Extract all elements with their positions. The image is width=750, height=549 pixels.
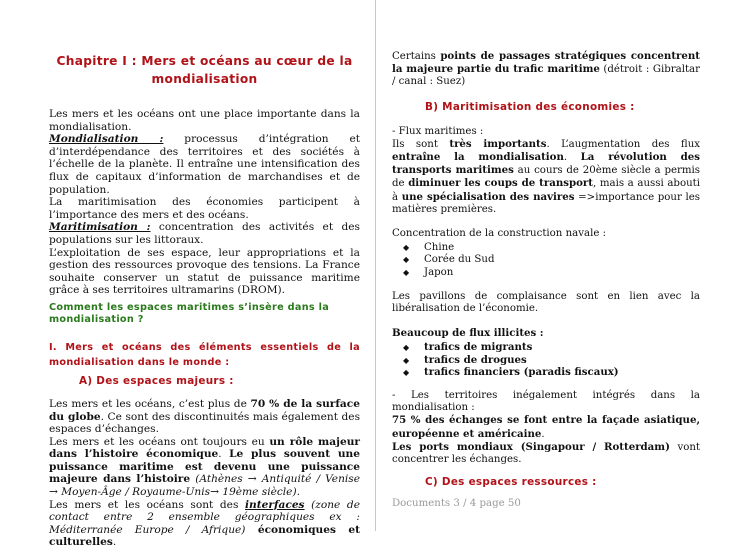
territoires-block xyxy=(392,390,700,466)
text-span: Ils sont xyxy=(392,138,450,150)
text-span: . xyxy=(296,486,300,499)
italic-span: (Athènes → Antiquité / Venise → Moyen-Âge / Royaume-Unis→ 19ème siècle) xyxy=(49,473,360,499)
highlight-span: entraîne la mondialisation xyxy=(392,151,564,164)
text-span: . xyxy=(563,152,581,164)
part1-title: I. Mers et océans des éléments essentiels de la mondialisation dans le monde : xyxy=(49,341,360,368)
definition-mondialisation xyxy=(49,133,360,196)
definition-term: interfaces xyxy=(245,498,305,511)
naval-heading: Concentration de la construction navale : xyxy=(392,228,607,240)
highlight-span: 70 % de la surface du globe xyxy=(49,397,360,423)
ports-paragraph xyxy=(392,441,700,466)
territoires-paragraph xyxy=(392,414,700,440)
list-item: ◆ Japon xyxy=(392,267,700,279)
definition-text: processus d’intégration et d’interdépendance des territoires et des sociétés à l’échelle de la planète. Il entraîne une intensification des flux de capitaux d’information de marchandises et de population. xyxy=(49,133,360,196)
highlight-span: points de passages stratégiques concentrent la majeure partie du trafic maritime xyxy=(392,50,700,76)
flux-block xyxy=(392,126,700,216)
left-column xyxy=(49,0,360,549)
section-c-title: C) Des espaces ressources : xyxy=(425,476,597,489)
flux-paragraph xyxy=(392,138,700,216)
exploitation-paragraph: L’exploitation de ses espace, leur appropriations et la gestion des ressources provoque des tensions. La France souhaite conserver un statut de puissance maritime grâce à ses territoires ultramarins (DROM). xyxy=(49,246,360,297)
highlight-span: un rôle majeur dans l’histoire économique xyxy=(49,435,360,461)
intro-block xyxy=(49,108,360,297)
definition-text: concentration des activités et des populations sur les littoraux. xyxy=(49,221,360,246)
list-item: ◆ Corée du Sud xyxy=(392,254,700,266)
definition-term: Mondialisation : xyxy=(49,133,164,146)
problematic-question: Comment les espaces maritimes s’insère dans la mondialisation ? xyxy=(49,301,330,325)
illicit-heading: Beaucoup de flux illicites : xyxy=(392,327,544,340)
maritimisation-paragraph: La maritimisation des économies participent à l’importance des mers et des océans. xyxy=(49,196,360,221)
italic-span: (zone de contact entre 2 ensemble géographiques ex : Méditerranée Europe / Afrique) xyxy=(49,498,360,536)
chapter-title xyxy=(49,52,360,88)
chapter-title-line2: mondialisation xyxy=(151,72,258,86)
pavillons-paragraph: Les pavillons de complaisance sont en lien avec la libéralisation de l’économie. xyxy=(392,290,700,315)
highlight-span: économiques et culturelles xyxy=(49,523,360,549)
section-a-paragraph-1 xyxy=(49,398,360,436)
text-span: . L’augmentation des flux xyxy=(546,138,700,150)
right-column xyxy=(392,0,700,510)
naval-list xyxy=(392,242,700,279)
column-divider xyxy=(375,0,376,531)
text-span: Les mers et les océans sont des xyxy=(49,498,245,511)
definition-maritimisation xyxy=(49,221,360,246)
illicit-list xyxy=(392,341,700,378)
text-span: =>importance pour les matières premières. xyxy=(392,191,701,215)
highlight-span: Les ports mondiaux (Singapour / Rotterdam) xyxy=(392,440,670,453)
section-a-paragraph-2 xyxy=(49,436,360,499)
intro-paragraph: Les mers et les océans ont une place importante dans la mondialisation. xyxy=(49,108,360,133)
text-span: . xyxy=(218,448,230,461)
text-span: au cours de 20ème siècle a permis de xyxy=(392,165,701,190)
passages-paragraph xyxy=(392,50,700,89)
section-b-title: B) Maritimisation des économies : xyxy=(425,100,635,113)
highlight-span: Le plus souvent une puissance maritime est devenu une puissance majeure dans l’histoire xyxy=(49,448,360,486)
text-span: Certains xyxy=(392,51,441,62)
highlight-span: très importants xyxy=(449,137,547,150)
list-item: ◆ Chine xyxy=(392,242,700,254)
list-item: ◆ trafics de migrants xyxy=(392,341,700,353)
section-a-title: A) Des espaces majeurs : xyxy=(79,374,234,387)
flux-heading: - Flux maritimes : xyxy=(392,125,484,137)
highlight-span: 75 % des échanges se font entre la façade asiatique, européenne et américaine xyxy=(392,414,700,440)
naval-block xyxy=(392,228,700,279)
highlight-span: La révolution des transports maritimes xyxy=(392,151,700,177)
section-a-body xyxy=(49,398,360,549)
text-span: , mais a aussi abouti à xyxy=(392,178,700,203)
chapter-title-line1: Chapitre I : Mers et océans au cœur de la xyxy=(56,54,353,68)
territoires-heading: - Les territoires inégalement intégrés dans la mondialisation : xyxy=(392,390,700,414)
text-span: . xyxy=(112,536,117,549)
text-span: Les mers et les océans, c’est plus de xyxy=(49,397,251,410)
definition-term: Maritimisation : xyxy=(49,221,151,234)
section-a-paragraph-3 xyxy=(49,499,360,549)
text-span: . xyxy=(541,428,545,440)
page-footer: Documents 3 / 4 page 50 xyxy=(392,498,521,510)
highlight-span: une spécialisation des navires xyxy=(401,190,575,203)
text-span: vont concentrer les échanges. xyxy=(392,441,700,466)
text-span: Les mers et les océans ont toujours eu xyxy=(49,435,270,448)
list-item: ◆ trafics de drogues xyxy=(392,354,700,366)
illicit-block xyxy=(392,327,700,378)
text-span: (détroit : Gibraltar / canal : Suez) xyxy=(392,64,700,88)
highlight-span: diminuer les coups de transport xyxy=(408,177,593,190)
text-span: . Ce sont des discontinuités mais également des espaces d’échanges. xyxy=(49,410,360,436)
list-item: ◆ trafics financiers (paradis fiscaux) xyxy=(392,366,700,378)
